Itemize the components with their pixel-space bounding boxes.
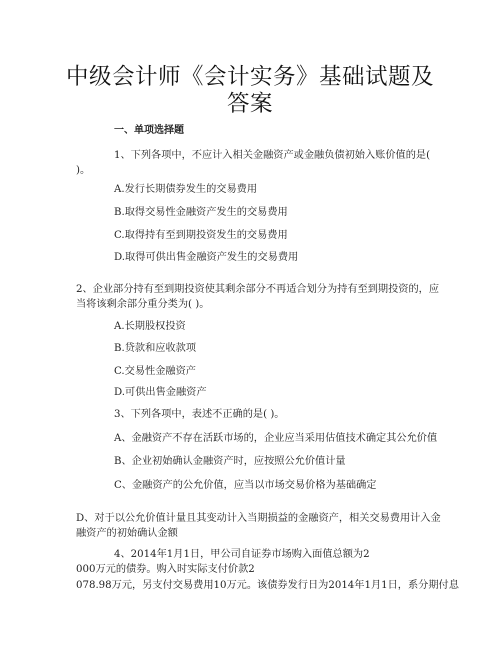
q1-stem-line-2: )。 <box>76 165 91 176</box>
document-title-line-1: 中级会计师《会计实务》基础试题及 <box>65 64 434 90</box>
q4-line-1: 4、2014年1月1日，甲公司自证券市场购入面值总额为2 <box>114 549 370 560</box>
q1-option-c: C.取得持有至到期投资发生的交易费用 <box>114 230 288 241</box>
q1-stem-line-1: 1、下列各项中，不应计入相关金融资产或金融负债初始入账价值的是( <box>114 150 431 161</box>
q2-option-b: B.贷款和应收款项 <box>114 343 197 354</box>
q4-line-3: 078.98万元，另支付交易费用10万元。该债券发行日为2014年1月1日，系分期付息 <box>76 580 459 591</box>
q3-option-d-line-1: D、对于以公允价值计量且其变动计入当期损益的金融资产，相关交易费用计入金 <box>76 513 441 524</box>
q4-line-2: 000万元的债券。购入时实际支付价款2 <box>76 564 255 575</box>
document-title-line-2: 答案 <box>226 91 273 117</box>
section-heading: 一、单项选择题 <box>114 125 184 136</box>
q1-option-a: A.发行长期债券发生的交易费用 <box>114 184 258 195</box>
q2-option-c: C.交易性金融资产 <box>114 366 196 377</box>
q1-option-b: B.取得交易性金融资产发生的交易费用 <box>114 207 288 218</box>
q2-stem-line-2: 当将该剩余部分重分类为( )。 <box>76 299 210 310</box>
q3-option-c: C、金融资产的公允价值，应当以市场交易价格为基础确定 <box>114 480 377 491</box>
q3-option-b: B、企业初始确认金融资产时，应按照公允价值计量 <box>114 456 346 467</box>
q3-stem: 3、下列各项中，表述不正确的是( )。 <box>114 409 285 420</box>
q1-option-d: D.取得可供出售金融资产发生的交易费用 <box>114 252 299 263</box>
q2-option-a: A.长期股权投资 <box>114 321 186 332</box>
q3-option-d-line-2: 融资产的初始确认金额 <box>76 528 178 539</box>
q2-stem-line-1: 2、企业部分持有至到期投资使其剩余部分不再适合划分为持有至到期投资的，应 <box>76 284 440 295</box>
q3-option-a: A、金融资产不存在活跃市场的，企业应当采用估值技术确定其公允价值 <box>114 433 438 444</box>
q2-option-d: D.可供出售金融资产 <box>114 387 207 398</box>
